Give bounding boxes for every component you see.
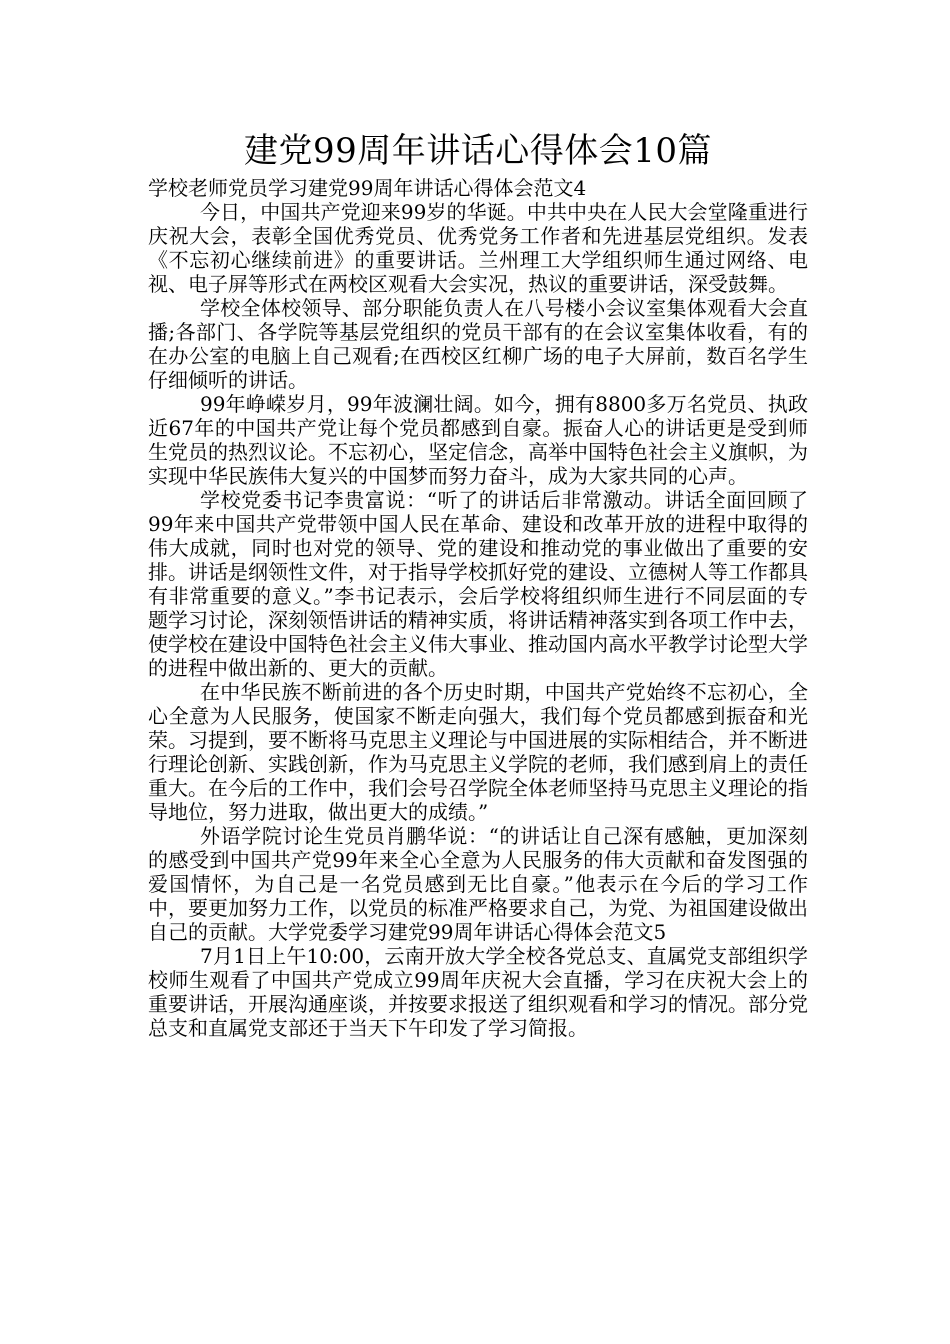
paragraph-7: 7月1日上午10:00，云南开放大学全校各党总支、直属党支部组织学校师生观看了中国共产党成立99周年庆祝大会直播，学习在庆祝大会上的重要讲话，开展沟通座谈，并按要求报送了组织观看和学习的情况。部分党总支和直属党支部还于当天下午印发了学习简报。 — [148, 944, 808, 1040]
paragraph-5: 在中华民族不断前进的各个历史时期，中国共产党始终不忘初心，全心全意为人民服务，使国家不断走向强大，我们每个党员都感到振奋和光荣。习提到，要不断将马克思主义理论与中国进展的实际相结合，并不断进行理论创新、实践创新，作为马克思主义学院的老师，我们感到肩上的责任重大。在今后的工作中，我们会号召学院全体老师坚持马克思主义理论的指导地位，努力进取，做出更大的成绩。” — [148, 680, 808, 824]
document-page — [148, 128, 808, 1040]
document-subtitle: 学校老师党员学习建党99周年讲话心得体会范文4 — [148, 176, 587, 200]
paragraph-1: 今日，中国共产党迎来99岁的华诞。中共中央在人民大会堂隆重进行庆祝大会，表彰全国优秀党员、优秀党务工作者和先进基层党组织。发表《不忘初心继续前进》的重要讲话。兰州理工大学组织师生通过网络、电视、电子屏等形式在两校区观看大会实况，热议的重要讲话，深受鼓舞。 — [148, 200, 808, 296]
paragraph-4: 学校党委书记李贵富说：“听了的讲话后非常激动。讲话全面回顾了99年来中国共产党带领中国人民在革命、建设和改革开放的进程中取得的伟大成就，同时也对党的领导、党的建设和推动党的事业做出了重要的安排。讲话是纲领性文件，对于指导学校抓好党的建设、立德树人等工作都具有非常重要的意义。”李书记表示，会后学校将组织师生进行不同层面的专题学习讨论，深刻领悟讲话的精神实质，将讲话精神落实到各项工作中去，使学校在建设中国特色社会主义伟大事业、推动国内高水平教学讨论型大学的进程中做出新的、更大的贡献。 — [148, 488, 808, 680]
paragraph-6: 外语学院讨论生党员肖鹏华说：“的讲话让自己深有感触，更加深刻的感受到中国共产党99年来全心全意为人民服务的伟大贡献和奋发图强的爱国情怀，为自己是一名党员感到无比自豪。”他表示在今后的学习工作中，要更加努力工作，以党员的标准严格要求自己，为党、为祖国建设做出自己的贡献。大学党委学习建党99周年讲话心得体会范文5 — [148, 824, 808, 944]
document-title: 建党99周年讲话心得体会10篇 — [243, 131, 713, 171]
paragraph-3: 99年峥嵘岁月，99年波澜壮阔。如今，拥有8800多万名党员、执政近67年的中国共产党让每个党员都感到自豪。振奋人心的讲话更是受到师生党员的热烈议论。不忘初心，坚定信念，高举中国特色社会主义旗帜，为实现中华民族伟大复兴的中国梦而努力奋斗，成为大家共同的心声。 — [148, 392, 808, 488]
paragraph-2: 学校全体校领导、部分职能负责人在八号楼小会议室集体观看大会直播;各部门、各学院等基层党组织的党员干部有的在会议室集体收看，有的在办公室的电脑上自己观看;在西校区红柳广场的电子大屏前，数百名学生仔细倾听的讲话。 — [148, 296, 808, 392]
